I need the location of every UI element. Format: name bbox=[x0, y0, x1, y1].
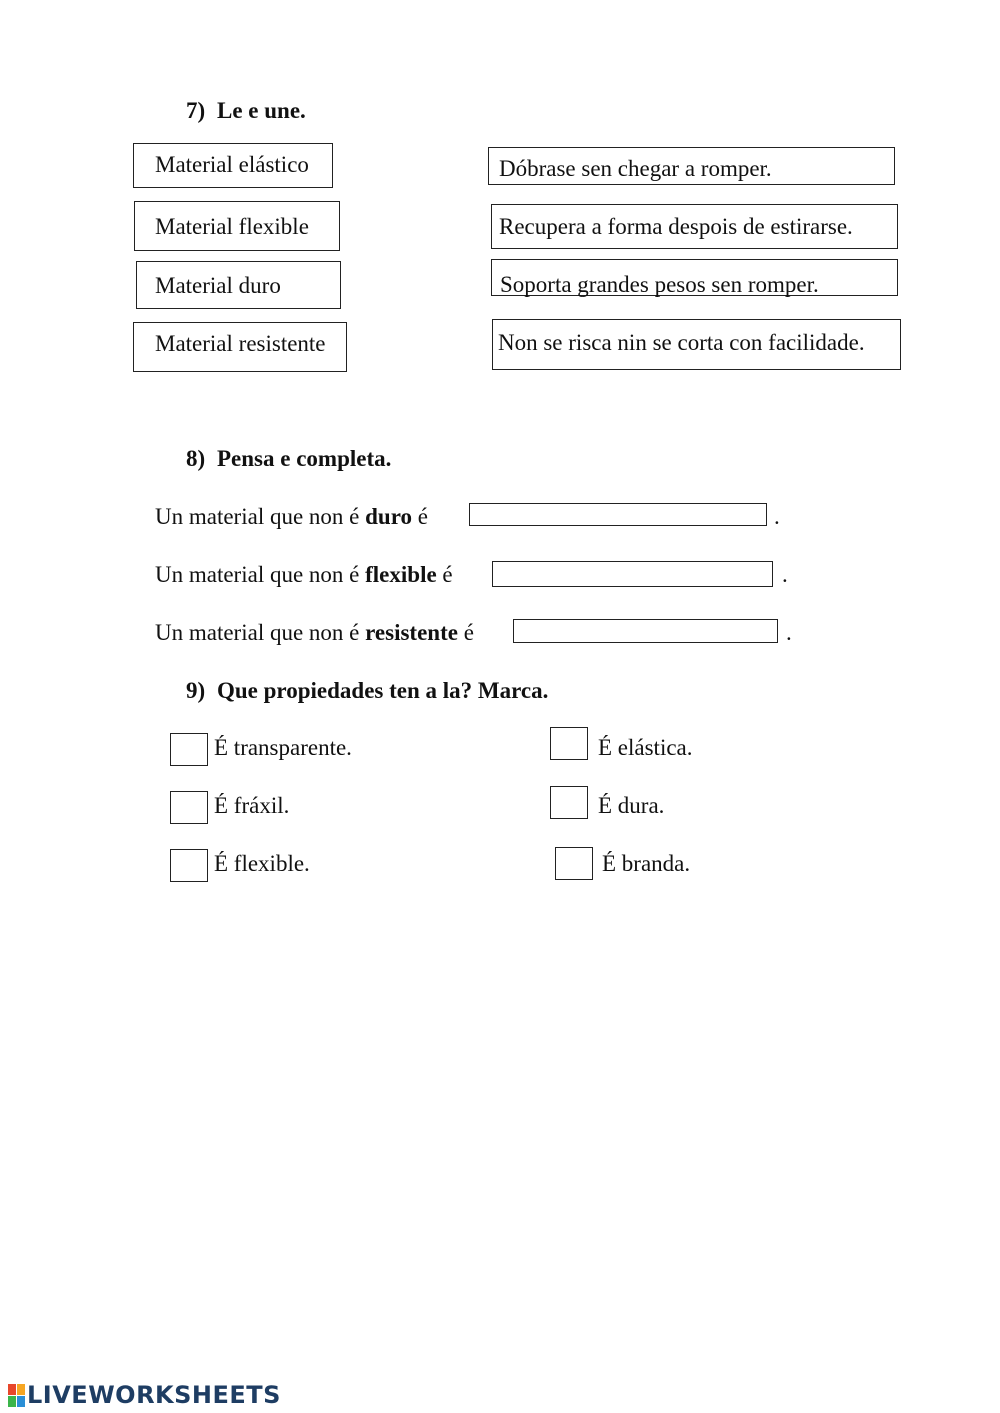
match-left-label: Material duro bbox=[155, 273, 281, 298]
option-label: É branda. bbox=[602, 851, 691, 876]
match-right-item[interactable] bbox=[488, 147, 895, 185]
completion-sentence bbox=[155, 563, 453, 586]
answer-input[interactable] bbox=[469, 503, 767, 526]
match-left-item[interactable] bbox=[133, 322, 347, 372]
q9-title bbox=[186, 678, 548, 704]
completion-sentence bbox=[155, 621, 474, 644]
option-label: É elástica. bbox=[598, 735, 693, 760]
match-right-item[interactable] bbox=[492, 319, 901, 370]
sentence-prefix: Un material que non é bbox=[155, 562, 366, 587]
answer-input[interactable] bbox=[492, 561, 773, 587]
q7-title-text: Le e une. bbox=[217, 98, 306, 123]
logo-square bbox=[17, 1384, 25, 1395]
option-label: É fráxil. bbox=[214, 793, 290, 818]
sentence-prefix: Un material que non é bbox=[155, 620, 366, 645]
sentence-suffix: é bbox=[457, 620, 474, 645]
option-label: É flexible. bbox=[214, 851, 310, 876]
option-checkbox[interactable] bbox=[170, 849, 208, 882]
liveworksheets-logo[interactable] bbox=[8, 1381, 281, 1409]
match-left-item[interactable] bbox=[136, 261, 341, 309]
q7-number: 7) bbox=[186, 98, 206, 123]
sentence-suffix: é bbox=[436, 562, 453, 587]
match-right-item[interactable] bbox=[491, 259, 898, 296]
q8-title-text: Pensa e completa. bbox=[217, 446, 392, 471]
option-checkbox[interactable] bbox=[170, 733, 208, 766]
match-right-label: Soporta grandes pesos sen romper. bbox=[500, 272, 819, 297]
logo-text: LIVEWORKSHEETS bbox=[27, 1381, 281, 1409]
sentence-keyword: duro bbox=[365, 504, 413, 529]
q8-title bbox=[186, 446, 391, 472]
match-left-label: Material elástico bbox=[155, 152, 309, 177]
sentence-prefix: Un material que non é bbox=[155, 504, 366, 529]
liveworksheets-logo-icon bbox=[8, 1384, 25, 1407]
sentence-suffix: é bbox=[412, 504, 428, 529]
q9-number: 9) bbox=[186, 678, 206, 703]
option-checkbox[interactable] bbox=[550, 727, 588, 760]
option-checkbox[interactable] bbox=[550, 786, 588, 819]
match-right-item[interactable] bbox=[491, 204, 898, 249]
logo-square bbox=[17, 1396, 25, 1407]
match-left-label: Material resistente bbox=[155, 331, 326, 356]
match-right-label: Recupera a forma despois de estirarse. bbox=[499, 214, 853, 239]
q8-number: 8) bbox=[186, 446, 206, 471]
option-label: É transparente. bbox=[214, 735, 352, 760]
option-checkbox[interactable] bbox=[555, 847, 593, 880]
sentence-end: . bbox=[782, 562, 788, 587]
logo-square bbox=[8, 1396, 16, 1407]
logo-square bbox=[8, 1384, 16, 1395]
option-label: É dura. bbox=[598, 793, 665, 818]
match-right-label: Non se risca nin se corta con facilidade. bbox=[498, 330, 865, 355]
completion-sentence bbox=[155, 505, 428, 528]
q9-title-text: Que propiedades ten a la? Marca. bbox=[217, 678, 549, 703]
match-right-label: Dóbrase sen chegar a romper. bbox=[499, 156, 772, 181]
option-checkbox[interactable] bbox=[170, 791, 208, 824]
sentence-keyword: flexible bbox=[365, 562, 437, 587]
sentence-end: . bbox=[786, 620, 792, 645]
answer-input[interactable] bbox=[513, 619, 778, 643]
match-left-item[interactable] bbox=[133, 143, 333, 188]
match-left-item[interactable] bbox=[134, 201, 340, 251]
match-left-label: Material flexible bbox=[155, 214, 309, 239]
sentence-end: . bbox=[774, 504, 780, 529]
q7-title bbox=[186, 98, 306, 124]
sentence-keyword: resistente bbox=[365, 620, 458, 645]
